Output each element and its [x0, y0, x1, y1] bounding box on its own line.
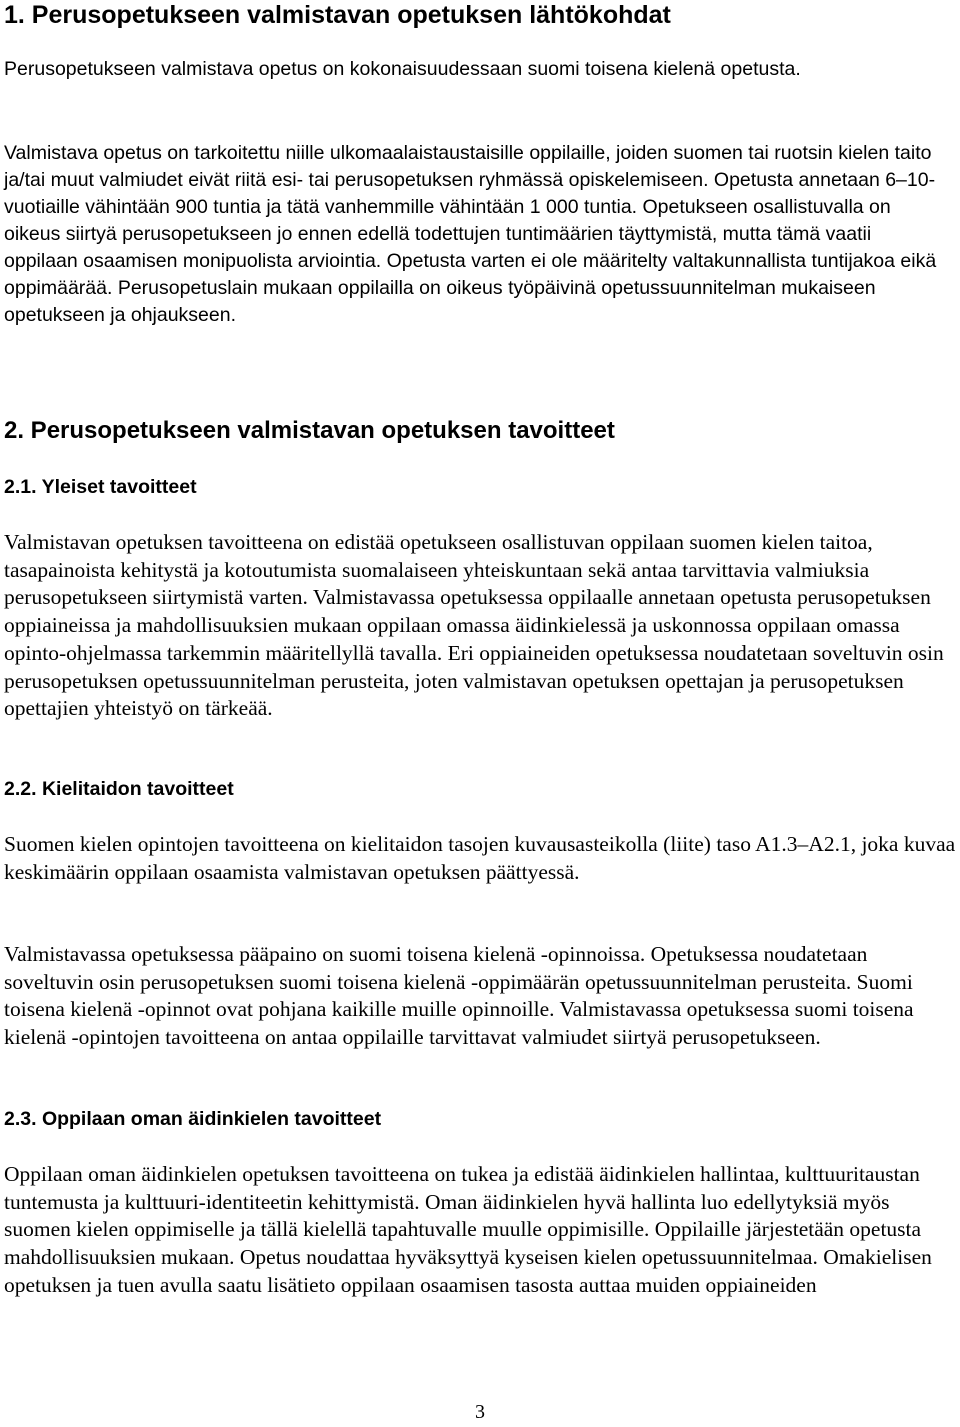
section-2-heading: 2. Perusopetukseen valmistavan opetuksen tavoitteet	[4, 417, 615, 444]
subsection-2-2-paragraph-1: Suomen kielen opintojen tavoitteena on kielitaidon tasojen kuvausasteikolla (liite) taso A1.3–A2.1, joka kuvaa keskimäärin oppilaan osaamista valmistavan opetuksen päättyessä.	[4, 832, 956, 884]
section-1-paragraph-1: Perusopetukseen valmistava opetus on kokonaisuudessaan suomi toisena kielenä opetusta.	[4, 58, 801, 80]
section-1-paragraph-2: Valmistava opetus on tarkoitettu niille ulkomaalaistaustaisille oppilaille, joiden suomen tai ruotsin kielen taito ja/tai muut valmiudet eivät riitä esi- tai perusopetuksen ryhmässä opiskelemiseen. Opetusta annetaan 6–10-vuotiaille vähintään 900 tuntia ja tätä vanhemmille vähintään 1 000 tuntia. Opetukseen osallistuvalla on oikeus siirtyä perusopetukseen jo ennen edellä todettujen tuntimäärien täyttymistä, mutta tämä vaatii oppilaan osaamisen monipuolista arviointia. Opetusta varten ei ole määritelty valtakunnallista tuntijakoa eikä oppimäärää. Perusopetuslain mukaan oppilailla on oikeus työpäivinä opetussuunnitelman mukaiseen opetukseen ja ohjaukseen.	[4, 142, 937, 326]
section-1-heading: 1. Perusopetukseen valmistavan opetuksen lähtökohdat	[4, 1, 671, 29]
subsection-2-3-paragraph: Oppilaan oman äidinkielen opetuksen tavoitteena on tukea ja edistää äidinkielen hallintaa, kulttuuritaustan tuntemusta ja kulttuuri-identiteetin kehittymistä. Oman äidinkielen hyvä hallinta luo edellytyksiä myös suomen kielen oppimiselle ja tällä kielellä tapahtuvalle muulle oppimisille. Oppilaille järjestetään opetusta mahdollisuuksien mukaan. Opetus noudattaa hyväksyttyä kyseisen kielen opetussuunnitelmaa. Omakielisen opetuksen ja tuen avulla saatu lisätieto oppilaan osaamisen tasosta auttaa muiden oppiaineiden	[4, 1162, 932, 1297]
subsection-2-1-paragraph: Valmistavan opetuksen tavoitteena on edistää opetukseen osallistuvan oppilaan suomen kielen taitoa, tasapainoista kehitystä ja kotoutumista suomalaiseen yhteiskuntaan sekä antaa tarvittavia valmiuksia perusopetukseen siirtymistä varten. Valmistavassa opetuksessa oppilaalle annetaan opetusta perusopetuksen oppiaineissa ja mahdollisuuksien mukaan oppilaan omassa äidinkielessä ja uskonnossa oppilaan omassa opinto-ohjelmassa tarkemmin määritellyllä tavalla. Eri oppiaineiden opetuksessa noudatetaan soveltuvin osin perusopetuksen opetussuunnitelman perusteita, joten valmistavan opetuksen opettajan ja perusopetuksen opettajien yhteistyö on tärkeää.	[4, 530, 944, 721]
subsection-2-2-paragraph-2: Valmistavassa opetuksessa pääpaino on suomi toisena kielenä -opinnoissa. Opetuksessa noudatetaan soveltuvin osin perusopetuksen suomi toisena kielenä -oppimäärän opetussuunnitelman perusteita. Suomi toisena kielenä -opinnot ovat pohjana kaikille muille opinnoille. Valmistavassa opetuksessa suomi toisena kielenä -opintojen tavoitteena on antaa oppilaille tarvittavat valmiudet siirtyä perusopetukseen.	[4, 942, 914, 1050]
page-number: 3	[475, 1401, 485, 1423]
subsection-2-2-heading: 2.2. Kielitaidon tavoitteet	[4, 778, 234, 800]
subsection-2-1-heading: 2.1. Yleiset tavoitteet	[4, 476, 197, 498]
subsection-2-3-heading: 2.3. Oppilaan oman äidinkielen tavoitteet	[4, 1108, 382, 1130]
